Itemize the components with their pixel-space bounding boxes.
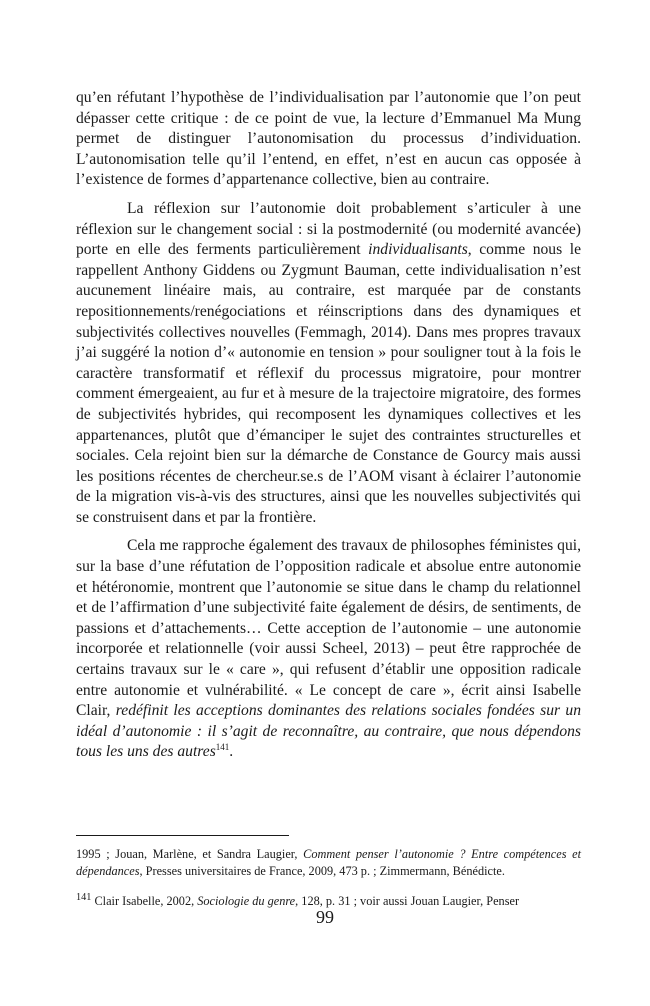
page-number: 99	[316, 907, 334, 927]
italic-text: individualisants	[368, 241, 468, 259]
text-run: .	[229, 743, 234, 761]
paragraph	[76, 199, 581, 529]
paragraph	[76, 88, 581, 191]
footnote-separator	[76, 835, 289, 836]
text-run: , 128, p. 31 ; voir aussi Jouan Laugier, Penser	[295, 893, 520, 908]
footnote-marker: 141	[215, 742, 230, 753]
footnotes	[76, 846, 581, 909]
text-run: qu’en réfutant l’hypothèse de l’individualisation par l’autonomie que l’on peut dépasser cette critique : de ce point de vue, la lecture d’Emmanuel Ma Mung permet de distinguer l’autonomisation du processus d’individuation. L’autonomisation telle qu’il l’entend, en effet, n’est en aucun cas opposée à l’existence de formes d’appartenance collective, bien au contraire.	[76, 89, 581, 189]
paragraph	[76, 536, 581, 763]
text-run: 1995 ; Jouan, Marlène, et Sandra Laugier,	[76, 847, 304, 861]
italic-text: Comment penser l’autonomie ? Entre compétences et dépendances	[76, 847, 581, 878]
footnote-marker: 141	[76, 891, 92, 903]
text-run: , comme nous le rappellent Anthony Giddens ou Zygmunt Bauman, cette individualisation n’est aucunement linéaire mais, au contraire, est marquée par de constants repositionnements/renégociations et réinscriptions dans des dynamiques et subjectivités collectives nouvelles (Femmagh, 2014). Dans mes propres travaux j’ai suggéré la notion d’« autonomie en tension » pour souligner tout à la fois le caractère transformatif et réflexif du processus migratoire, pour montrer comment émergeaient, au fur et à mesure de la trajectoire migratoire, des formes de subjectivités hybrides, qui recomposent les dynamiques collectives et les appartenances, plutôt que d’émanciper le sujet des contraintes structurelles et sociales. Cela rejoint bien sur la démarche de Constance de Gourcy mais aussi les positions récentes de chercheur.se.s de l’AOM visant à éclairer l’autonomie de la migration vis-à-vis des structures, ainsi que les nouvelles subjectivités qui se construisent dans et par la frontière.	[76, 241, 581, 526]
italic-text: redéfinit les acceptions dominantes des relations sociales fondées sur un idéal d’autonomie : il s’agit de reconnaître, au contraire, que nous dépendons tous les uns des autres	[76, 702, 581, 761]
italic-text: Sociologie du genre	[197, 893, 296, 908]
footnote	[76, 846, 581, 880]
text-run: , Presses universitaires de France, 2009, 473 p. ; Zimmermann, Bénédicte.	[139, 863, 505, 878]
text-run: Clair Isabelle, 2002,	[91, 893, 198, 908]
body-text	[76, 88, 581, 763]
text-run: Cela me rapproche également des travaux de philosophes féministes qui, sur la base d’une réfutation de l’opposition radicale et absolue entre autonomie et hétéronomie, montrent que l’autonomie se situe dans le champ du relationnel et de l’affirmation d’une subjectivité faite également de désirs, de sentiments, de passions et d’attachements… Cette acception de l’autonomie – une autonomie incorporée et relationnelle (voir aussi Scheel, 2013) – peut être rapprochée de certains travaux sur le « care », qui refusent d’établir une opposition radicale entre autonomie et vulnérabilité. « Le concept de care », écrit ainsi Isabelle Clair,	[76, 537, 581, 720]
text-run: La réflexion sur l’autonomie doit probablement s’articuler à une réflexion sur le changement social : si la postmodernité (ou modernité avancée) porte en elle des ferments particulièrement	[76, 199, 581, 259]
